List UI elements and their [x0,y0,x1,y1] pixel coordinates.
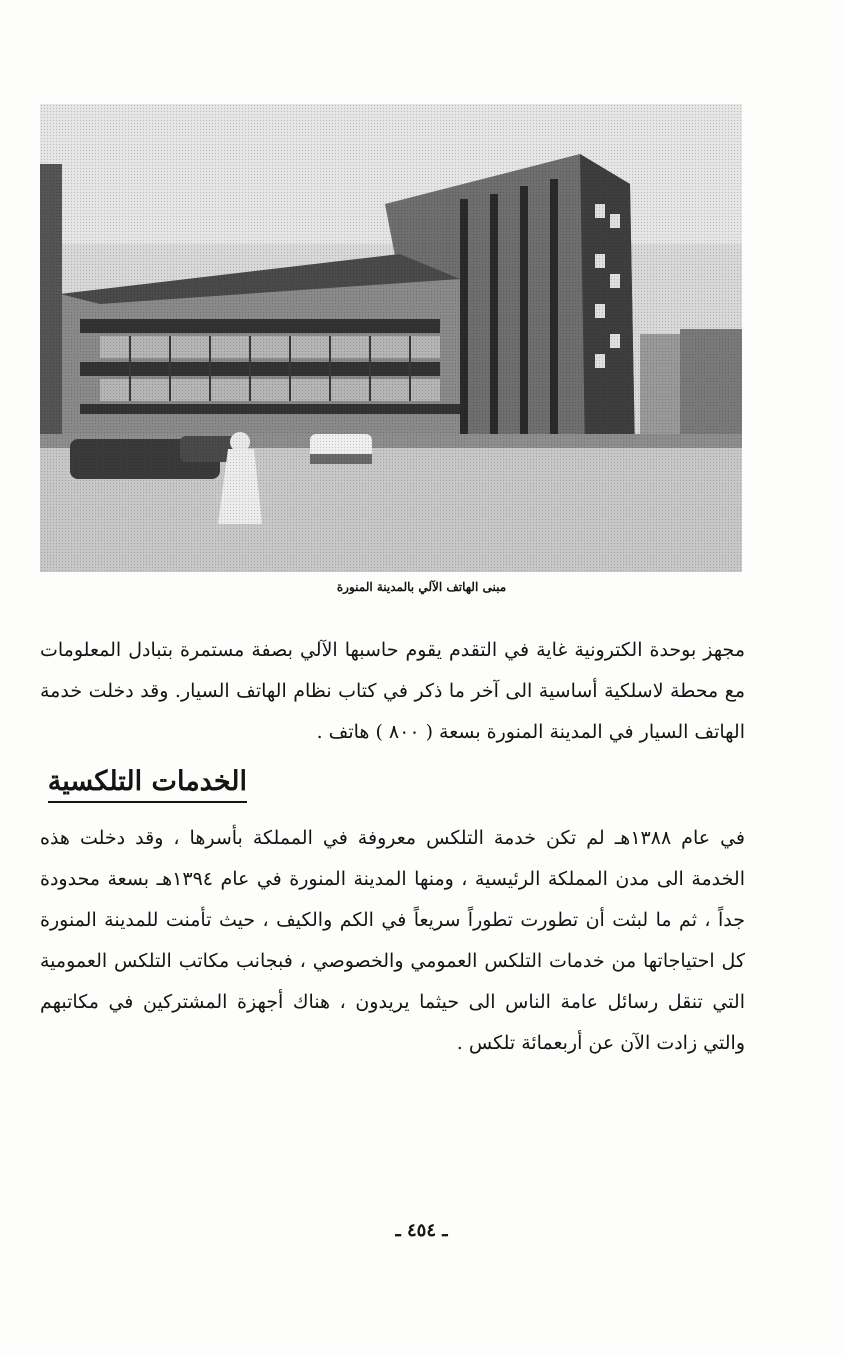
body-paragraph: مجهز بوحدة الكترونية غاية في التقدم يقوم حاسبها الآلي بصفة مستمرة بتبادل المعلومات مع محطة لاسلكية أساسية الى آخر ما ذكر في كتاب نظام الهاتف السيار. وقد دخلت خدمة الهاتف السيار في المدينة المنورة بسعة ( ٨٠٠ ) هاتف . [40,639,745,743]
section-heading: الخدمات التلكسية [48,766,247,803]
body-paragraph: في عام ١٣٨٨هـ لم تكن خدمة التلكس معروفة في المملكة بأسرها ، وقد دخلت هذه الخدمة الى مدن المملكة الرئيسية ، ومنها المدينة المنورة في عام ١٣٩٤هـ بسعة محدودة جداً ، ثم ما لبثت أن تطورت تطوراً سريعاً في الكم والكيف ، حيث تأمنت للمدينة المنورة كل احتياجاتها من خدمات التلكس العمومي والخصوصي ، فبجانب مكاتب التلكس العمومية التي تنقل رسائل عامة الناس الى حيثما يريدون ، هناك أجهزة المشتركين في مكاتبهم والتي زادت الآن عن أربعمائة تلكس . [40,827,746,1054]
page-number: ـ ٤٥٤ ـ [395,1220,448,1241]
building-photo [40,104,742,572]
photo-caption: مبنى الهاتف الآلي بالمدينة المنورة [336,580,507,594]
